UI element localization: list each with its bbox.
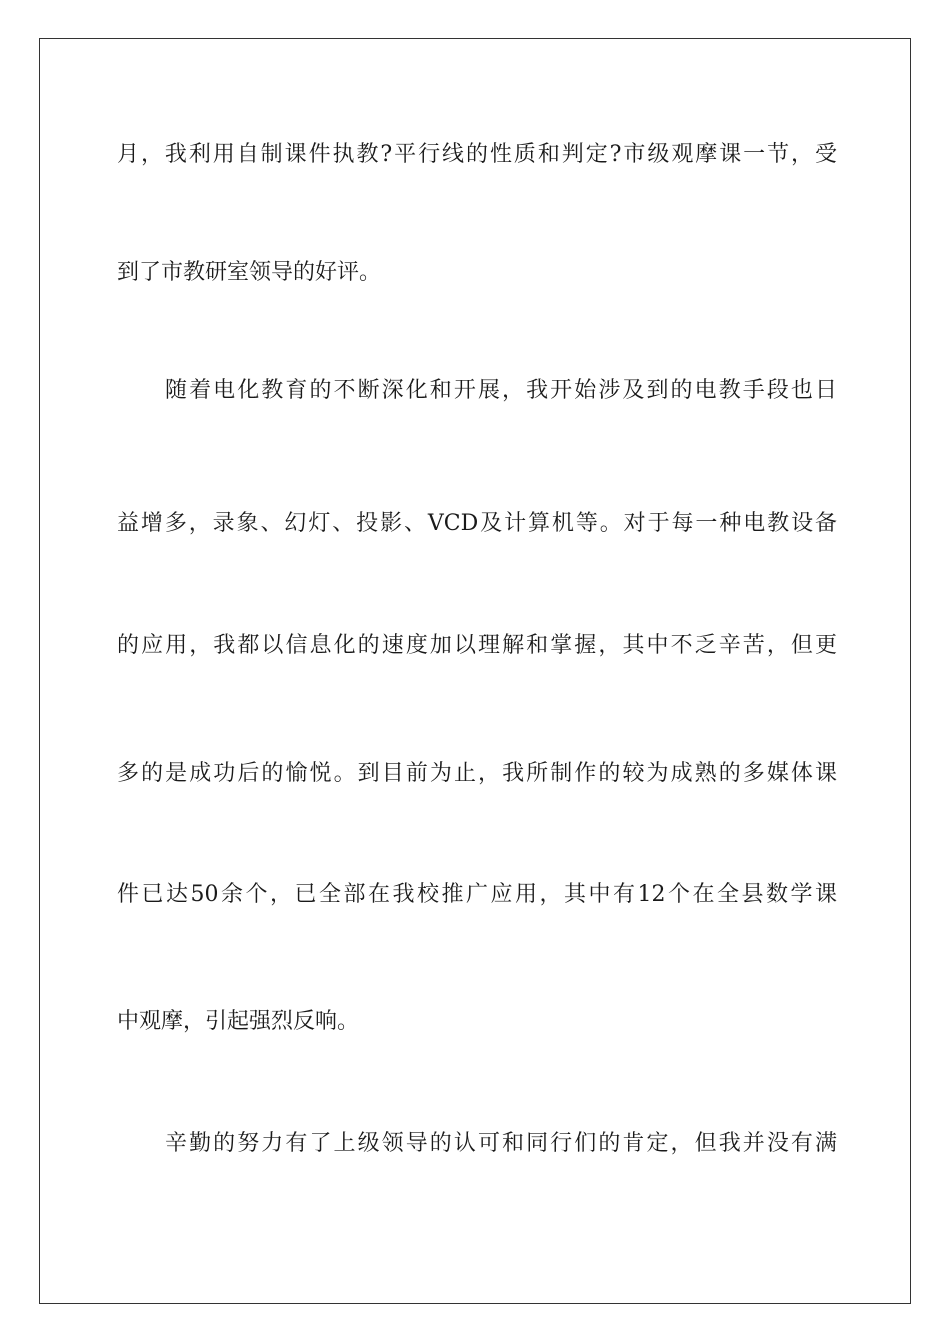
paragraph-start-line: 辛勤的努力有了上级领导的认可和同行们的肯定，但我并没有满 <box>165 1131 837 1156</box>
text-line: 多的是成功后的愉悦。到目前为止，我所制作的较为成熟的多媒体课 <box>117 761 837 786</box>
paragraph-start-line: 随着电化教育的不断深化和开展，我开始涉及到的电教手段也日 <box>165 378 837 403</box>
page-frame <box>39 38 911 1304</box>
text-line: 件已达50余个，已全部在我校推广应用，其中有12个在全县数学课 <box>117 882 837 907</box>
text-line: 月，我利用自制课件执教?平行线的性质和判定?市级观摩课一节，受 <box>117 142 837 167</box>
text-line: 益增多，录象、幻灯、投影、VCD及计算机等。对于每一种电教设备 <box>117 511 837 536</box>
text-line: 的应用，我都以信息化的速度加以理解和掌握，其中不乏辛苦，但更 <box>117 633 837 658</box>
text-line: 到了市教研室领导的好评。 <box>117 260 382 285</box>
text-line: 中观摩，引起强烈反响。 <box>117 1009 360 1034</box>
